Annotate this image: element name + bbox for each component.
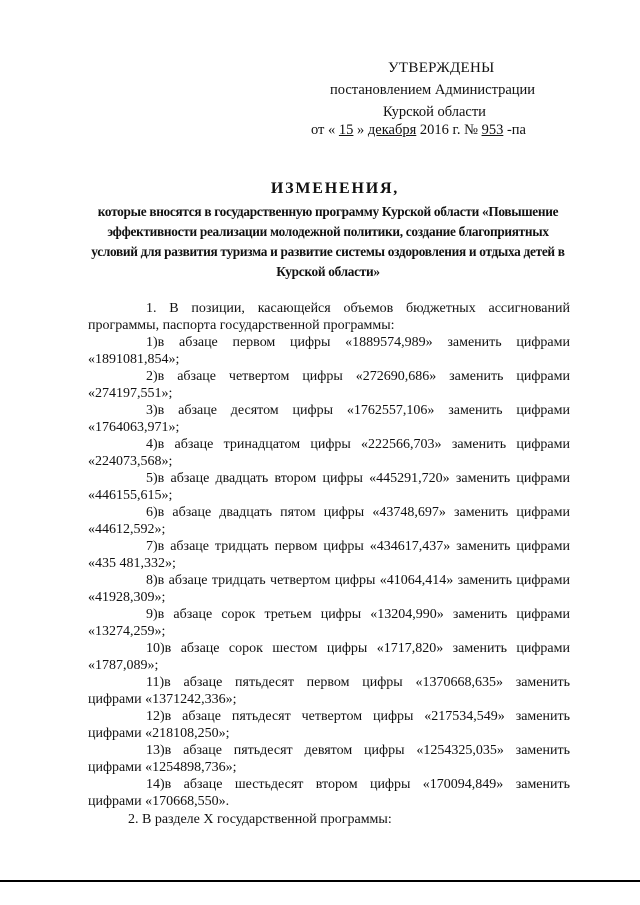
list-item: [88, 606, 570, 640]
approved-title: УТВЕРЖДЕНЫ: [388, 60, 495, 76]
list-item-text: в абзаце двадцать пятом цифры «43748,697» заменить цифрами «44612,592»;: [88, 505, 570, 537]
list-item: [88, 776, 570, 810]
date-year: 2016 г. №: [419, 122, 478, 138]
date-day: 15: [338, 122, 354, 138]
section-2-heading: 2. В разделе X государственной программы:: [128, 812, 392, 827]
doc-title: ИЗМЕНЕНИЯ,: [270, 180, 400, 197]
list-item: [88, 640, 570, 674]
list-item-number: 11): [146, 675, 165, 690]
list-item-number: 4): [146, 437, 158, 452]
list-item-number: 9): [146, 607, 158, 622]
list-item-text: в абзаце тридцать первом цифры «434617,437» заменить цифрами «435 481,332»;: [88, 539, 570, 571]
intro-text: В позиции, касающейся объемов бюджетных ассигнований программы, паспорта государственной программы:: [88, 301, 570, 333]
approval-block: [0, 0, 640, 150]
list-item-number: 12): [146, 709, 165, 724]
list-item-number: 6): [146, 505, 158, 520]
list-item-number: 2): [146, 369, 158, 384]
list-item-number: 7): [146, 539, 158, 554]
doc-title-wrap: [0, 180, 640, 198]
list-item-text: в абзаце шестьдесят втором цифры «170094,849» заменить цифрами «170668,550».: [88, 777, 570, 809]
list-item-text: в абзаце десятом цифры «1762557,106» заменить цифрами «1764063,971»;: [88, 403, 570, 435]
list-item: [88, 538, 570, 572]
list-item-text: в абзаце тринадцатом цифры «222566,703» заменить цифрами «224073,568»;: [88, 437, 570, 469]
list-item-number: 1): [146, 335, 158, 350]
list-item-text: в абзаце пятьдесят четвертом цифры «217534,549» заменить цифрами «218108,250»;: [88, 709, 570, 741]
approved-date-line: [311, 122, 526, 139]
list-item-number: 8): [146, 573, 158, 588]
list-item: [88, 334, 570, 368]
list-item-text: в абзаце первом цифры «1889574,989» заменить цифрами «1891081,854»;: [88, 335, 570, 367]
list-item: [88, 708, 570, 742]
list-item: [88, 674, 570, 708]
list-item-number: 10): [146, 641, 165, 656]
list-item-text: в абзаце пятьдесят первом цифры «1370668,635» заменить цифрами «1371242,336»;: [88, 675, 570, 707]
list-item: [88, 572, 570, 606]
date-mid: »: [357, 122, 365, 138]
list-item: [88, 470, 570, 504]
intro-number: 1.: [146, 301, 157, 316]
list-item-number: 3): [146, 403, 158, 418]
list-item: [88, 368, 570, 402]
intro-paragraph: [88, 300, 570, 334]
bottom-rule: [0, 880, 640, 882]
list-item: [88, 504, 570, 538]
list-item-number: 5): [146, 471, 158, 486]
list-item-number: 14): [146, 777, 165, 792]
list-item-text: в абзаце сорок третьем цифры «13204,990» заменить цифрами «13274,259»;: [88, 607, 570, 639]
list-item-text: в абзаце пятьдесят девятом цифры «1254325,035» заменить цифрами «1254898,736»;: [88, 743, 570, 775]
list-item-text: в абзаце сорок шестом цифры «1717,820» заменить цифрами «1787,089»;: [88, 641, 570, 673]
approved-region: Курской области: [383, 104, 486, 120]
items-list: [88, 334, 570, 810]
list-item-text: в абзаце четвертом цифры «272690,686» заменить цифрами «274197,551»;: [88, 369, 570, 401]
list-item: [88, 402, 570, 436]
date-prefix: от «: [311, 122, 336, 138]
doc-body: [88, 300, 570, 828]
doc-subtitle: которые вносятся в государственную программу Курской области «Повышение эффективности реализации молодежной политики, создание благоприятных условий для развития туризма и развитие системы оздоровления и отдыха детей в Курской области»: [91, 204, 565, 279]
decree-suffix: -па: [506, 122, 526, 138]
list-item-number: 13): [146, 743, 165, 758]
decree-number: 953: [481, 122, 504, 138]
date-month: декабря: [367, 122, 417, 138]
list-item-text: в абзаце двадцать втором цифры «445291,720» заменить цифрами «446155,615»;: [88, 471, 570, 503]
list-item: [88, 436, 570, 470]
approved-by: постановлением Администрации: [330, 82, 536, 98]
list-item: [88, 742, 570, 776]
list-item-text: в абзаце тридцать четвертом цифры «41064,414» заменить цифрами «41928,309»;: [88, 573, 570, 605]
